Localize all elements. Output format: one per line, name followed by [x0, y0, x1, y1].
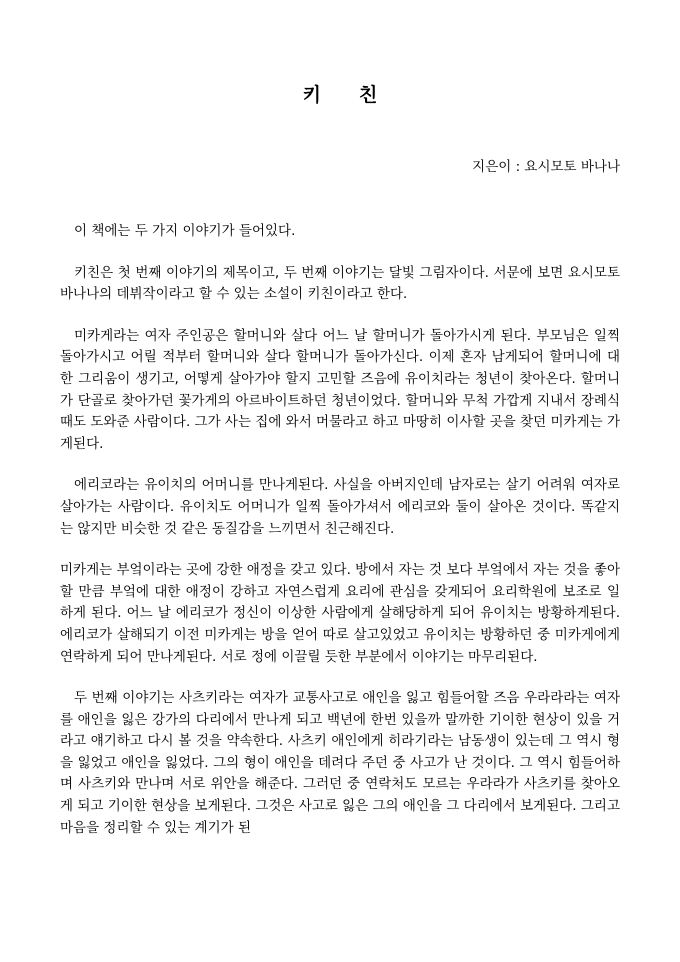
paragraph-5: 미카게는 부엌이라는 곳에 강한 애정을 갖고 있다. 방에서 자는 것 보다 부엌에서 자는 것을 좋아할 만큼 부엌에 대한 애정이 강하고 자연스럽게 요리에 관심을 갖게되어 요리학원에 보조로 일하게 된다. 어느 날 에리코가 정신이 이상한 사람에게 살해당하게 되어 유이치는 방황하게된다. 에리코가 살해되기 이전 미카게는 방을 얻어 따로 살고있었고 유이치는 방황하던 중 미카게에게 연락하게 되어 만나게된다. 서로 정에 이끌릴 듯한 부분에서 이야기는 마무리된다. — [60, 562, 620, 665]
paragraph-3: 미카게라는 여자 주인공은 할머니와 살다 어느 날 할머니가 돌아가시게 된다. 부모님은 일찍 돌아가시고 어릴 적부터 할머니와 살다 할머니가 돌아가신다. 이제 혼자 남게되어 할머니에 대한 그리움이 생기고, 어떻게 살아가야 할지 고민할 즈음에 유이치라는 청년이 찾아온다. 할머니가 단골로 찾아가던 꽃가게의 아르바이트하던 청년이었다. 할머니와 무척 가깝게 지내서 장례식 때도 도와준 사람이다. 그가 사는 집에 와서 머물라고 하고 마땅히 이사할 곳을 찾던 미카게는 가게된다. — [60, 327, 620, 452]
paragraph-6: 두 번째 이야기는 사츠키라는 여자가 교통사고로 애인을 잃고 힘들어할 즈음 우라라라는 여자를 애인을 잃은 강가의 다리에서 만나게 되고 백년에 한번 있을까 말까한 기이한 현상이 있을 거라고 얘기하고 다시 볼 것을 약속한다. 사츠키 애인에게 히라기라는 남동생이 있는데 그 역시 형을 잃었고 애인을 잃었다. 그의 형이 애인을 데려다 주던 중 사고가 난 것이다. 그 역시 힘들어하며 사츠키와 만나며 서로 위안을 해준다. 그러던 중 연락처도 모르는 우라라가 사츠키를 찾아오게 되고 기이한 현상을 보게된다. 그것은 사고로 잃은 그의 애인을 그 다리에서 보게된다. 그리고 마음을 정리할 수 있는 계기가 된 — [60, 690, 620, 836]
document-title — [0, 80, 680, 107]
paragraph-2: 키친은 첫 번째 이야기의 제목이고, 두 번째 이야기는 달빛 그림자이다. 서문에 보면 요시모토 바나나의 데뷔작이라고 할 수 있는 소설이 키친이라고 한다. — [60, 264, 620, 303]
author-line: 지은이 : 요시모토 바나나 — [472, 159, 620, 175]
title-char-1: 키 — [302, 84, 321, 106]
document-body — [60, 221, 620, 859]
paragraph-4: 에리코라는 유이치의 어머니를 만나게된다. 사실을 아버지인데 남자로는 살기 어려워 여자로 살아가는 사람이다. 유이치도 어머니가 일찍 돌아가셔서 에리코와 둘이 살아온 것이다. 똑같지는 않지만 비슷한 것 같은 동질감을 느끼면서 친근해진다. — [60, 477, 620, 537]
paragraph-1: 이 책에는 두 가지 이야기가 들어있다. — [74, 223, 296, 239]
title-char-2: 친 — [359, 84, 378, 106]
